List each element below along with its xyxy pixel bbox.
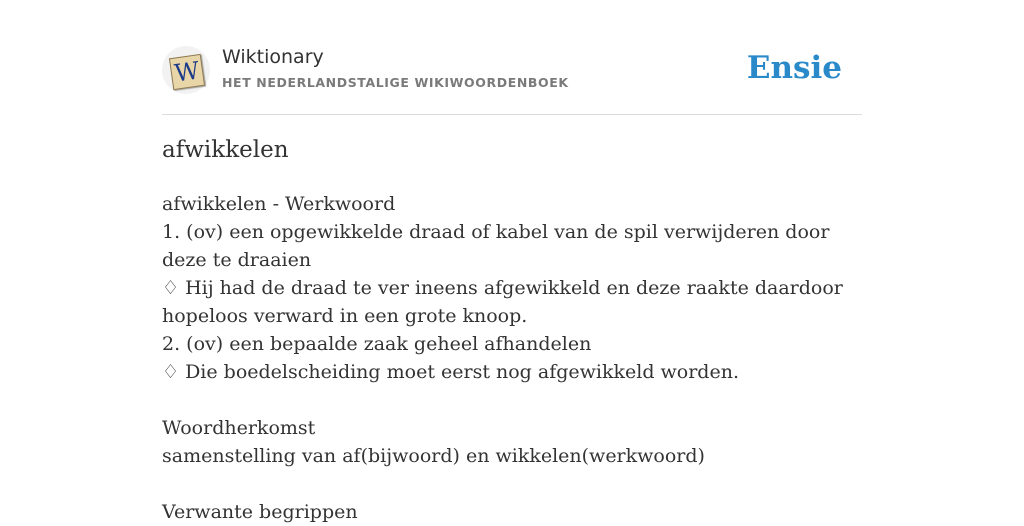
ensie-logo[interactable]: Ensie [746, 50, 842, 86]
spacer [162, 386, 862, 414]
word-type-heading: afwikkelen - Werkwoord [162, 193, 396, 215]
example-1: ♢ Hij had de draad te ver ineens afgewikkeld en deze raakte daardoor hopeloos verward in een grote knoop. [162, 277, 843, 327]
spacer [162, 470, 862, 498]
related-terms-heading: Verwante begrippen [162, 501, 358, 523]
definition-content [162, 190, 862, 526]
wiktionary-logo[interactable] [162, 46, 210, 94]
etymology-text: samenstelling van af(bijwoord) en wikkelen(werkwoord) [162, 445, 705, 467]
site-tagline: HET NEDERLANDSTALIGE WIKIWOORDENBOEK [222, 75, 569, 90]
definition-1: 1. (ov) een opgewikkelde draad of kabel van de spil verwijderen door deze te draaien [162, 221, 830, 271]
example-2: ♢ Die boedelscheiding moet eerst nog afgewikkeld worden. [162, 361, 739, 383]
page-title: afwikkelen [162, 137, 289, 163]
etymology-heading: Woordherkomst [162, 417, 316, 439]
wiktionary-tile-icon: W [169, 54, 205, 90]
site-name[interactable]: Wiktionary [222, 46, 324, 68]
site-header [162, 42, 862, 115]
definition-2: 2. (ov) een bepaalde zaak geheel afhandelen [162, 333, 592, 355]
